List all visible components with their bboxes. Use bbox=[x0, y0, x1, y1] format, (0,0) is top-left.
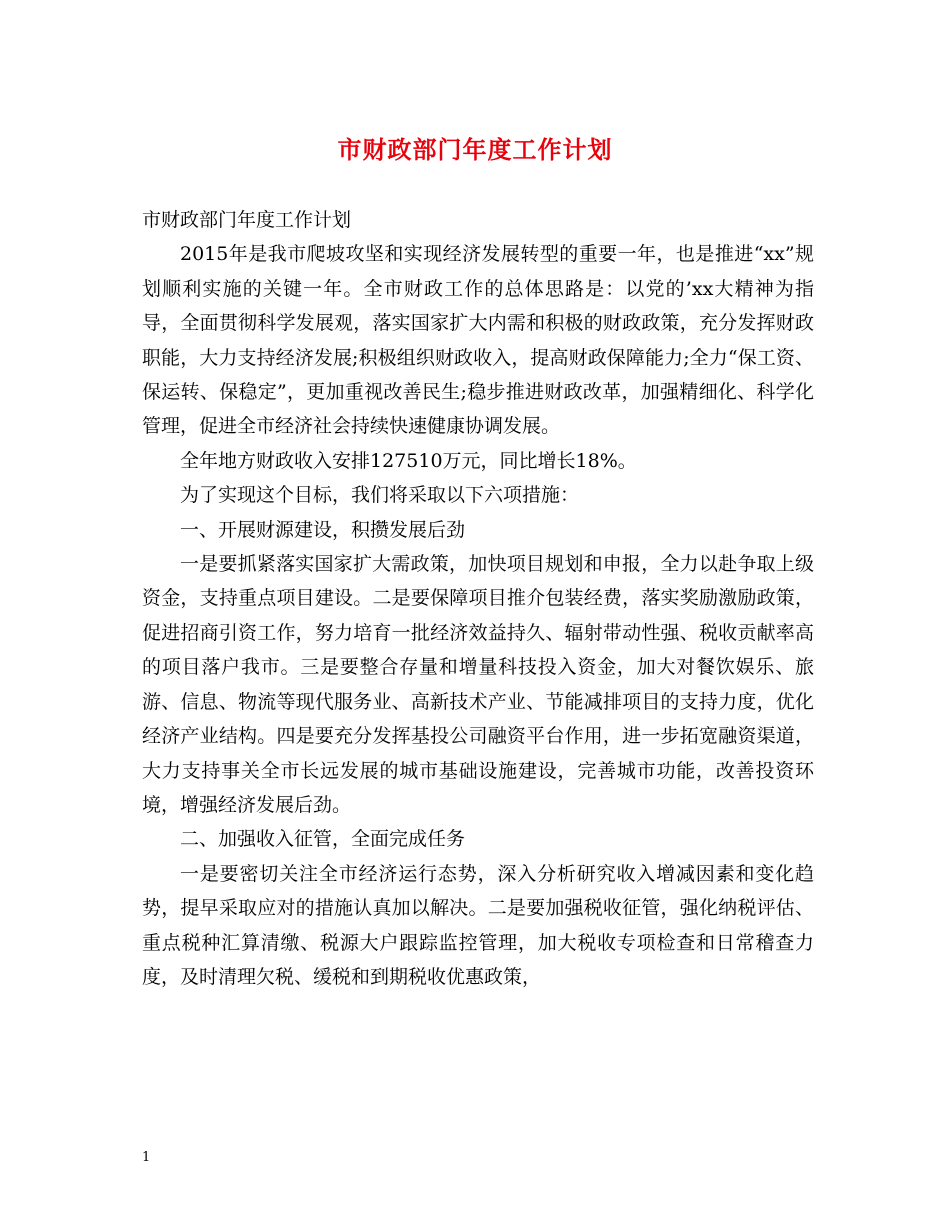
section-heading: 二、加强收入征管，全面完成任务 bbox=[180, 828, 466, 851]
paragraph: 为了实现这个目标，我们将采取以下六项措施： bbox=[180, 484, 580, 507]
document-title: 市财政部门年度工作计划 bbox=[337, 135, 613, 164]
page-number: 1 bbox=[142, 1150, 151, 1165]
paragraph: 全年地方财政收入安排127510万元，同比增长18%。 bbox=[180, 449, 637, 472]
section-heading: 一、开展财源建设，积攒发展后劲 bbox=[180, 518, 466, 541]
paragraph: 2015年是我市爬坡攻坚和实现经济发展转型的重要一年，也是推进“xx”规划顺利实施的关键一年。全市财政工作的总体思路是：以党的’xx大精神为指导，全面贯彻科学发展观，落实国家扩大内需和积极的财政政策，充分发挥财政职能，大力支持经济发展;积极组织财政收入，提高财政保障能力;全力“保工资、保运转、保稳定”，更加重视改善民生;稳步推进财政改革，加强精细化、科学化管理，促进全市经济社会持续快速健康协调发展。 bbox=[142, 243, 814, 438]
paragraph-heading: 市财政部门年度工作计划 bbox=[142, 209, 352, 231]
document-body bbox=[142, 203, 814, 994]
paragraph: 一是要密切关注全市经济运行态势，深入分析研究收入增减因素和变化趋势，提早采取应对的措施认真加以解决。二是要加强税收征管，强化纳税评估、重点税种汇算清缴、税源大户跟踪监控管理，加大税收专项检查和日常稽查力度，及时清理欠税、缓税和到期税收优惠政策， bbox=[142, 862, 814, 988]
paragraph: 一是要抓紧落实国家扩大需政策，加快项目规划和申报，全力以赴争取上级资金，支持重点项目建设。二是要保障项目推介包装经费，落实奖励激励政策，促进招商引资工作，努力培育一批经济效益持久、辐射带动性强、税收贡献率高的项目落户我市。三是要整合存量和增量科技投入资金，加大对餐饮娱乐、旅游、信息、物流等现代服务业、高新技术产业、节能减排项目的支持力度，优化经济产业结构。四是要充分发挥基投公司融资平台作用，进一步拓宽融资渠道，大力支持事关全市长远发展的城市基础设施建设，完善城市功能，改善投资环境，增强经济发展后劲。 bbox=[142, 553, 814, 816]
